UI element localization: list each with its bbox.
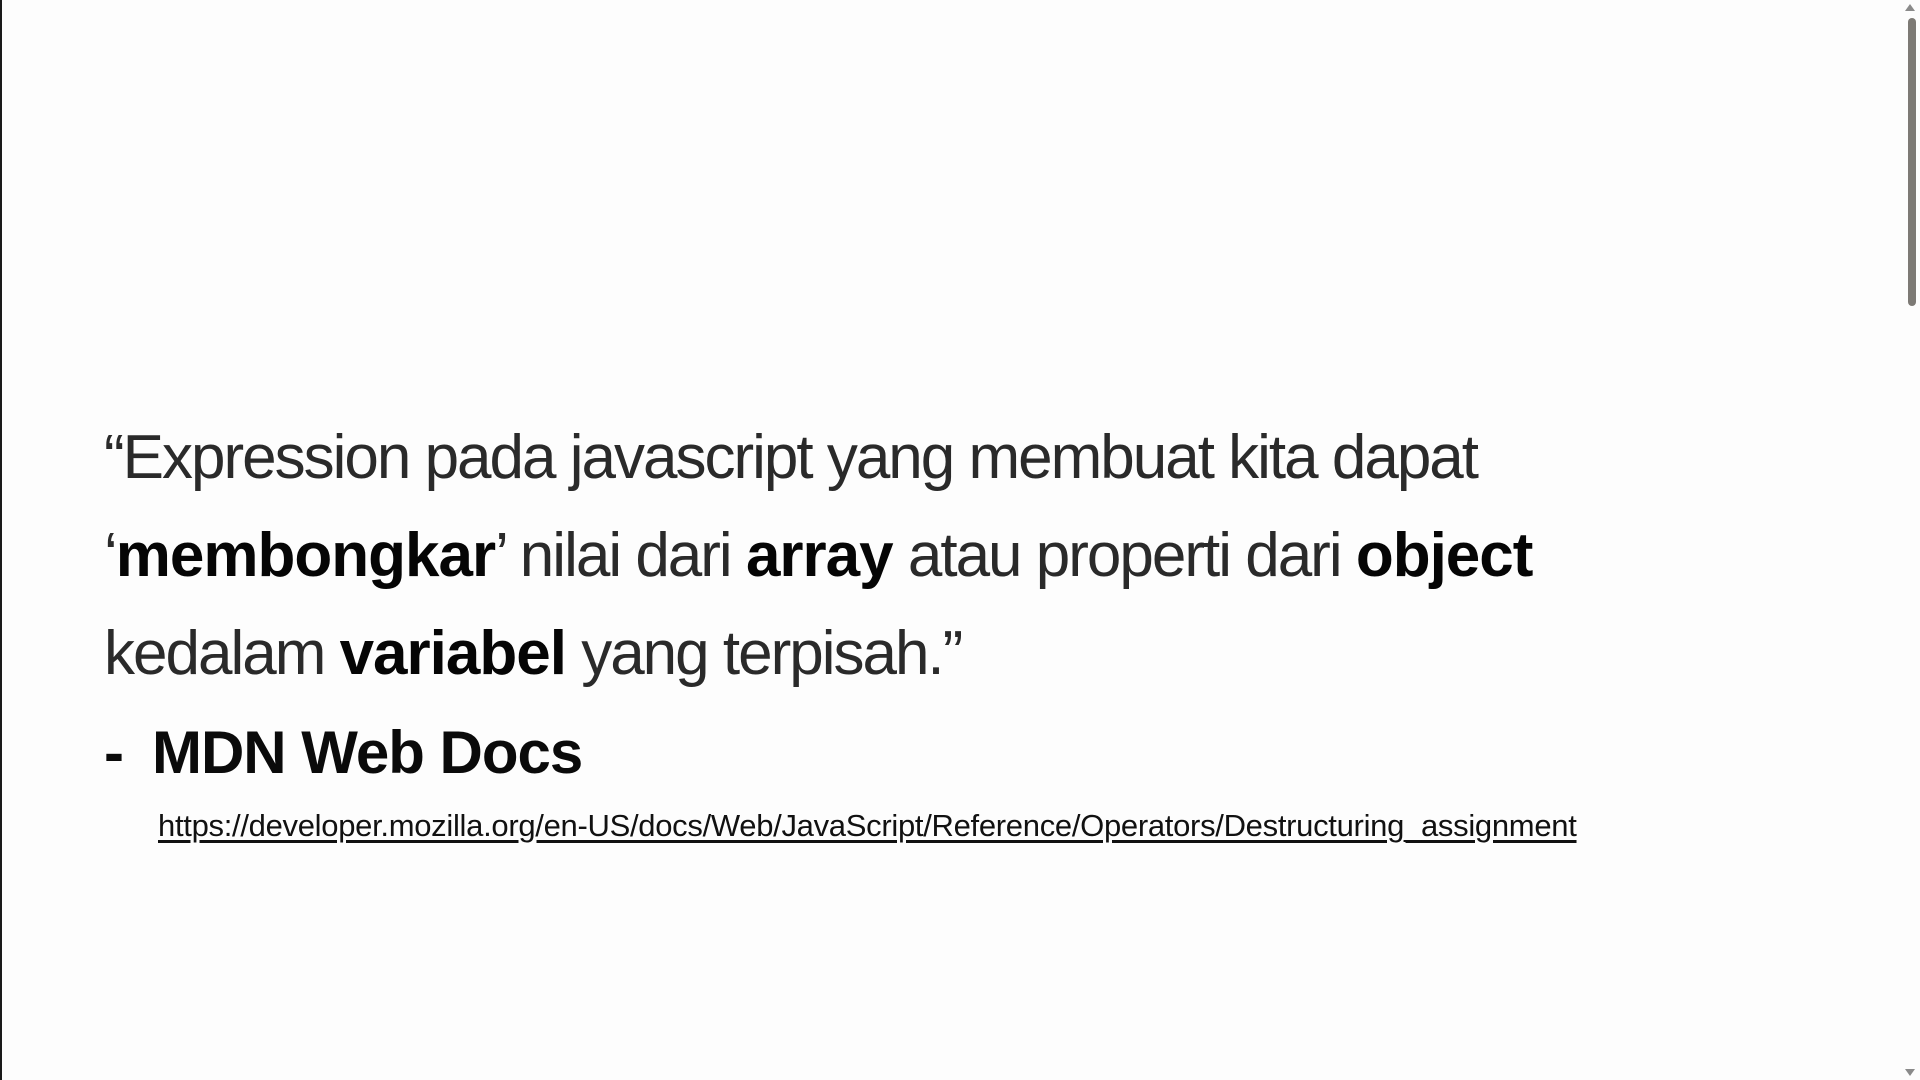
quote-attribution xyxy=(104,718,582,787)
scroll-down-arrow-icon[interactable] xyxy=(1905,1069,1915,1076)
quote-line-2-open-mark: ‘ xyxy=(104,521,116,590)
keyword-variabel: variabel xyxy=(339,619,566,688)
keyword-membongkar: membongkar xyxy=(115,521,496,590)
quote-line-2 xyxy=(104,506,1664,604)
quote-line-1 xyxy=(104,408,1664,506)
quote-text xyxy=(104,408,1664,702)
scroll-up-arrow-icon[interactable] xyxy=(1905,4,1915,11)
quote-line-3-text-b: yang terpisah.” xyxy=(565,619,962,688)
quote-line-1-text: “Expression pada javascript yang membuat kita dapat xyxy=(104,423,1478,492)
quote-line-2-text-b: atau properti dari xyxy=(892,521,1356,590)
scroll-thumb[interactable] xyxy=(1908,18,1916,306)
vertical-scrollbar[interactable] xyxy=(1898,0,1920,1080)
keyword-object: object xyxy=(1355,521,1533,590)
source-link[interactable]: https://developer.mozilla.org/en-US/docs/Web/JavaScript/Reference/Operators/Destructuring_assignment xyxy=(158,808,1577,843)
keyword-array: array xyxy=(745,521,893,590)
quote-line-3-text-a: kedalam xyxy=(104,619,340,688)
attribution-source: MDN Web Docs xyxy=(152,719,583,786)
attribution-dash: - xyxy=(104,719,123,786)
quote-line-2-text-a: ’ nilai dari xyxy=(495,521,746,590)
quote-line-3 xyxy=(104,604,1664,702)
